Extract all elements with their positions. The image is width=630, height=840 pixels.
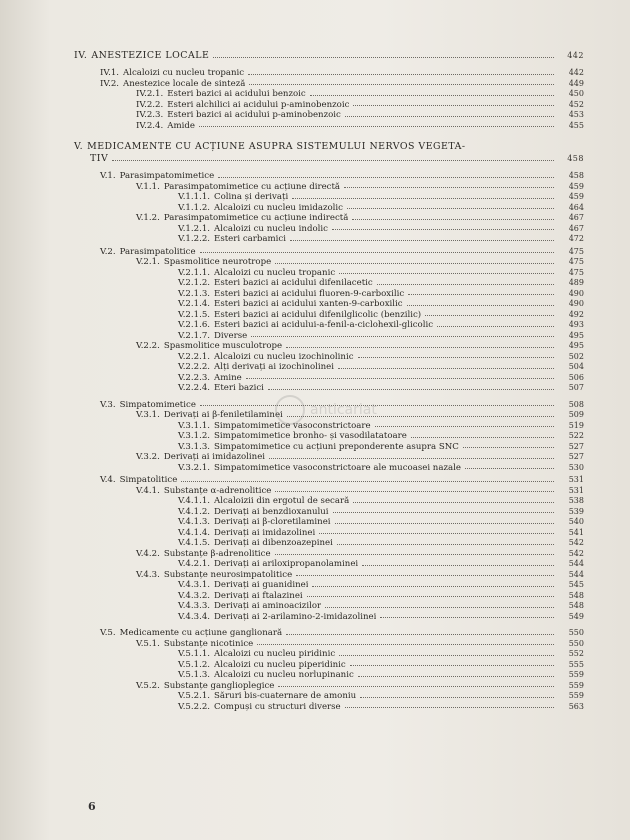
toc-entry-title: Esteri bazici ai acidului xanten-9-carboxilic: [214, 299, 403, 309]
toc-entry-number: IV.2.4.: [136, 120, 164, 131]
toc-entry: [74, 289, 584, 300]
toc-entry-title: MEDICAMENTE CU ACȚIUNE ASUPRA SISTEMULUI NERVOS VEGETA-: [87, 141, 466, 152]
dot-leader: [411, 436, 554, 438]
dot-leader: [345, 115, 554, 117]
toc-entry-page: 530: [568, 462, 584, 472]
toc-entry: [74, 601, 584, 612]
toc-entry-number: IV.2.: [100, 78, 120, 89]
toc-entry-number: V.5.1.2.: [178, 659, 211, 670]
toc-entry: [74, 549, 584, 560]
toc-entry-number: V.4.3.4.: [178, 611, 211, 622]
toc-entry-number: V.4.3.3.: [178, 601, 211, 611]
toc-entry-page: 459: [568, 192, 584, 201]
toc-entry-number: V.5.2.1.: [178, 691, 211, 701]
toc-entry-title: Alcaloizi cu nucleu tropanic: [214, 267, 336, 278]
toc-entry-number: V.: [74, 141, 84, 152]
toc-entry-title: Esteri alchilici ai acidului p-aminobenzoic: [167, 99, 350, 110]
toc-entry-title: Săruri bis-cuaternare de amoniu: [214, 691, 357, 701]
toc-entry-page: 492: [568, 309, 584, 319]
toc-entry-page: 555: [568, 659, 584, 669]
toc-entry: [74, 660, 584, 671]
toc-entry-page: 540: [568, 517, 584, 526]
toc-entry-number: V.2.1.4.: [178, 299, 211, 309]
toc-entry-page: 442: [567, 51, 584, 60]
dot-leader: [275, 490, 554, 492]
toc-entry-title: Simpatomimetice vasoconstrictoare: [214, 420, 371, 431]
toc-entry-title: Eteri bazici: [214, 383, 264, 393]
toc-entry-title: Derivați ai β-cloretilaminei: [214, 517, 331, 527]
dot-leader: [249, 83, 554, 85]
toc-entry-title: Diverse: [214, 330, 248, 341]
toc-entry-number: V.1.2.2.: [178, 234, 211, 244]
toc-entry-page: 490: [568, 299, 584, 308]
toc-entry-title: Esteri bazici ai acidului fluoren-9-carboxilic: [214, 288, 405, 299]
toc-entry-title: Substanțe α-adrenolitice: [163, 485, 272, 496]
toc-entry-page: 522: [568, 431, 584, 440]
dot-leader: [286, 346, 554, 348]
toc-entry-title: Simpatomimetice: [119, 399, 196, 410]
toc-entry-page: 472: [568, 234, 584, 243]
toc-entry-number: V.4.1.2.: [178, 506, 211, 517]
toc-entry-number: V.3.1.3.: [178, 441, 211, 452]
toc-entry-number: V.3.: [100, 399, 116, 410]
toc-entry-number: V.1.: [100, 171, 116, 181]
toc-entry: [74, 257, 584, 268]
dot-leader: [333, 511, 554, 513]
toc-entry: [74, 213, 584, 224]
toc-entry-page: 548: [568, 601, 584, 610]
toc-entry: [74, 442, 584, 453]
toc-entry-page: 542: [568, 538, 584, 547]
toc-entry-page: 559: [568, 680, 584, 690]
toc-entry: [74, 352, 584, 363]
toc-entry-title: Derivați ai β-feniletilaminei: [163, 410, 283, 420]
toc-entry: [74, 182, 584, 193]
toc-entry-page: 548: [568, 590, 584, 600]
toc-entry-page: 458: [568, 171, 584, 180]
toc-entry-number: V.2.1.6.: [178, 320, 211, 330]
toc-entry: [74, 691, 584, 702]
dot-leader: [290, 239, 554, 241]
dot-leader: [310, 94, 554, 96]
toc-entry-page: 550: [568, 638, 584, 648]
toc-entry-number: V.4.1.: [136, 485, 160, 496]
dot-leader: [312, 585, 554, 587]
dot-leader: [344, 186, 554, 188]
toc-entry-page: 545: [568, 580, 584, 589]
dot-leader: [465, 467, 554, 469]
toc-entry-number: V.3.1.: [136, 410, 160, 420]
dot-leader: [275, 553, 554, 555]
toc-entry-title: Alcaloizi cu nucleu tropanic: [123, 68, 245, 78]
toc-entry: [74, 528, 584, 539]
toc-entry: [74, 591, 584, 602]
dot-leader: [347, 207, 554, 209]
dot-leader: [358, 675, 554, 677]
toc-entry-number: V.1.1.: [136, 181, 160, 192]
toc-entry-page: 531: [568, 485, 584, 495]
toc-entry-number: V.2.2.3.: [178, 372, 211, 383]
toc-entry-title: Derivați ai guanidinei: [214, 580, 309, 590]
toc-entry: [74, 486, 584, 497]
toc-entry-title: TIV: [90, 153, 109, 164]
toc-entry: [74, 320, 584, 331]
toc-entry-number: V.5.1.3.: [178, 670, 211, 680]
toc-entry: [74, 670, 584, 681]
dot-leader: [112, 159, 554, 161]
toc-entry-number: V.5.1.1.: [178, 649, 211, 659]
dot-leader: [319, 532, 554, 534]
toc-entry-number: V.5.1.: [136, 638, 160, 649]
dot-leader: [181, 480, 554, 482]
toc-entry-title: Colina și derivați: [214, 192, 289, 202]
toc-entry-page: 475: [568, 267, 584, 277]
toc-entry-page: 559: [568, 691, 584, 700]
toc-entry-title: Alcaloizi cu nucleu indolic: [214, 223, 328, 234]
toc-entry-page: 552: [568, 649, 584, 658]
toc-entry-page: 538: [568, 496, 584, 505]
toc-entry-title: Esteri bazici ai acidului benzoic: [167, 89, 306, 99]
toc-entry: [74, 649, 584, 660]
toc-entry-page: 449: [568, 78, 584, 88]
toc-entry: [74, 612, 584, 623]
toc-entry-page: 507: [568, 383, 584, 392]
toc-entry-page: 544: [568, 559, 584, 568]
toc-entry-number: V.4.3.1.: [178, 580, 211, 590]
toc-entry: [74, 310, 584, 321]
toc-entry: [74, 341, 584, 352]
dot-leader: [338, 367, 554, 369]
toc-entry-page: 467: [568, 213, 584, 222]
toc-entry-number: V.2.1.7.: [178, 330, 211, 341]
toc-entry: [74, 89, 584, 100]
toc-entry: [74, 153, 584, 165]
toc-entry-title: Esteri bazici ai acidului difenilglicolic (benzilic): [214, 309, 422, 320]
toc-entry-title: Parasimpatomimetice: [119, 171, 215, 181]
toc-entry: [74, 507, 584, 518]
toc-entry-title: Anestezice locale de sinteză: [123, 78, 246, 89]
toc-entry-title: Esteri carbamici: [214, 234, 286, 244]
toc-entry-title: Spasmolitice neurotrope: [163, 257, 272, 267]
toc-entry: [74, 171, 584, 182]
toc-entry-title: Substanțe β-adrenolitice: [163, 548, 271, 559]
toc-entry-number: V.4.1.4.: [178, 527, 211, 538]
toc-entry-number: V.1.1.1.: [178, 192, 211, 202]
toc-entry-number: V.4.1.1.: [178, 496, 211, 506]
toc-entry-title: Simpatolitice: [119, 475, 178, 485]
dot-leader: [425, 314, 554, 316]
page-number: 6: [88, 800, 96, 813]
toc-entry: [74, 247, 584, 258]
toc-entry-title: Derivați ai dibenzoazepinei: [214, 538, 333, 548]
dot-leader: [408, 293, 554, 295]
toc-entry-title: Derivați ai imidazolinei: [214, 527, 316, 538]
toc-entry: [74, 141, 584, 153]
dot-leader: [248, 73, 554, 75]
toc-entry-number: V.1.2.: [136, 213, 160, 223]
toc-entry: [74, 496, 584, 507]
dot-leader: [437, 325, 554, 327]
dot-leader: [218, 176, 554, 178]
dot-leader: [407, 304, 554, 306]
toc-entry-page: 527: [568, 441, 584, 451]
toc-entry: [74, 570, 584, 581]
toc-entry: [74, 362, 584, 373]
toc-entry-page: 495: [568, 341, 584, 350]
toc-entry-title: Alcaloizi cu nucleu piridinic: [214, 649, 336, 659]
toc-entry: [74, 475, 584, 486]
dot-leader: [337, 543, 554, 545]
toc-entry-title: Amide: [167, 120, 195, 131]
dot-leader: [278, 685, 554, 687]
toc-entry-title: Derivați ai 2-arilamino-2-imidazolinei: [214, 611, 377, 622]
toc-entry: [74, 224, 584, 235]
toc-entry-page: 453: [568, 110, 584, 119]
toc-entry-number: V.4.2.1.: [178, 559, 211, 569]
toc-entry-page: 539: [568, 506, 584, 516]
dot-leader: [353, 104, 554, 106]
toc-entry-title: Alți derivați ai izochinolinei: [214, 362, 335, 372]
toc-entry-title: Derivați ai benzdioxanului: [214, 506, 329, 517]
dot-leader: [292, 197, 554, 199]
toc-entry-page: 475: [568, 257, 584, 266]
dot-leader: [375, 425, 554, 427]
toc-entry: [74, 203, 584, 214]
toc-entry-title: Esteri bazici ai acidului-a-fenil-a-ciclohexil-glicolic: [214, 320, 434, 330]
toc-entry: [74, 110, 584, 121]
toc-entry-page: 455: [568, 120, 584, 130]
toc-entry: [74, 299, 584, 310]
dot-leader: [362, 564, 554, 566]
toc-entry-page: 458: [567, 154, 584, 163]
toc-entry-title: Simpatomimetice vasoconstrictoare ale mucoasei nazale: [214, 462, 461, 473]
dot-leader: [463, 446, 554, 448]
toc-entry-number: V.4.1.5.: [178, 538, 211, 548]
dot-leader: [307, 595, 554, 597]
toc-entry-title: Esteri bazici ai acidului difenilacetic: [214, 278, 373, 288]
toc-entry-page: 464: [568, 202, 584, 212]
toc-entry-page: 519: [568, 420, 584, 430]
toc-entry: [74, 50, 584, 62]
toc-entry-page: 475: [568, 246, 584, 256]
toc-entry-title: Amine: [214, 372, 242, 383]
toc-entry-number: V.2.2.4.: [178, 383, 211, 393]
toc-entry-title: Simpatomimetice cu acțiuni preponderente asupra SNC: [214, 441, 459, 452]
toc-entry-page: 563: [568, 701, 584, 711]
dot-leader: [335, 522, 554, 524]
toc-entry: [74, 580, 584, 591]
toc-entry-number: IV.2.1.: [136, 89, 164, 99]
toc-entry-number: V.2.2.1.: [178, 351, 211, 362]
toc-entry-title: Derivați ai imidazolinei: [163, 452, 266, 462]
toc-entry-title: Simpatomimetice bronho- și vasodilatatoare: [214, 431, 407, 441]
toc-entry-page: 544: [568, 569, 584, 579]
toc-entry-title: Alcaloizi cu nucleu piperidinic: [214, 659, 346, 670]
toc-entry-title: Derivați ai ariloxipropanolaminei: [214, 559, 359, 569]
toc-entry: [74, 68, 584, 79]
toc-entry: [74, 268, 584, 279]
toc-entry-page: 550: [568, 628, 584, 637]
svg-text:anticariat: anticariat: [310, 402, 377, 418]
toc-entry-number: V.1.1.2.: [178, 202, 211, 213]
toc-entry-title: Substanțe ganglioplegice: [163, 680, 275, 691]
toc-entry-number: V.2.1.: [136, 257, 160, 267]
dot-leader: [339, 272, 554, 274]
dot-leader: [213, 56, 554, 58]
toc-entry: [74, 463, 584, 474]
toc-entry-title: Alcaloizi cu nucleu izochinolinic: [214, 351, 354, 362]
toc-entry-title: Alcaloizi cu nucleu imidazolic: [214, 202, 343, 213]
toc-entry: [74, 538, 584, 549]
dot-leader: [257, 643, 554, 645]
toc-entry-number: IV.2.3.: [136, 110, 164, 120]
toc-entry-title: Derivați ai aminoacizilor: [214, 601, 322, 611]
toc-entry-number: V.5.2.2.: [178, 701, 211, 712]
toc-entry-page: 541: [568, 527, 584, 537]
toc-entry-number: V.5.2.: [136, 680, 160, 691]
toc-entry: [74, 100, 584, 111]
toc-entry: [74, 639, 584, 650]
dot-leader: [251, 335, 554, 337]
toc-entry-number: IV.: [74, 50, 88, 61]
toc-entry: [74, 192, 584, 203]
toc-entry: [74, 121, 584, 132]
toc-entry-number: V.3.2.: [136, 452, 160, 462]
dot-leader: [358, 356, 554, 358]
toc-entry-number: V.2.: [100, 246, 116, 257]
toc-entry: [74, 517, 584, 528]
dot-leader: [200, 251, 554, 253]
dot-leader: [332, 228, 554, 230]
toc-entry-page: 504: [568, 362, 584, 371]
dot-leader: [345, 706, 554, 708]
dot-leader: [350, 664, 554, 666]
toc-entry-title: Medicamente cu acțiune ganglionară: [119, 628, 283, 638]
toc-entry: [74, 452, 584, 463]
toc-entry: [74, 79, 584, 90]
toc-entry-page: 493: [568, 320, 584, 329]
toc-entry-number: V.3.1.2.: [178, 431, 211, 441]
toc-entry-number: V.5.: [100, 628, 116, 638]
toc-entry-page: 450: [568, 89, 584, 98]
toc-entry: [74, 559, 584, 570]
toc-entry-number: V.4.: [100, 475, 116, 485]
dot-leader: [286, 633, 554, 635]
toc-entry-page: 542: [568, 548, 584, 558]
toc-entry-number: V.2.1.3.: [178, 288, 211, 299]
dot-leader: [377, 283, 554, 285]
dot-leader: [352, 218, 554, 220]
dot-leader: [380, 616, 554, 618]
toc-entry-page: 559: [568, 670, 584, 679]
toc-entry-number: V.3.2.1.: [178, 462, 211, 473]
toc-entry-title: Alcaloizi cu nucleu norlupinanic: [214, 670, 354, 680]
toc-entry-title: Parasimpatomimetice cu acțiune directă: [163, 181, 341, 192]
toc-entry-number: IV.1.: [100, 68, 120, 78]
toc-entry-page: 527: [568, 452, 584, 461]
toc-entry-title: ANESTEZICE LOCALE: [91, 50, 210, 61]
dot-leader: [296, 574, 554, 576]
dot-leader: [275, 262, 554, 264]
toc-entry-page: 509: [568, 410, 584, 419]
toc-entry-number: V.4.1.3.: [178, 517, 211, 527]
toc-entry-number: V.2.1.1.: [178, 267, 211, 278]
toc-entry-number: V.2.2.2.: [178, 362, 211, 372]
toc-entry-page: 531: [568, 475, 584, 484]
toc-entry-title: Compuși cu structuri diverse: [214, 701, 341, 712]
toc-entry: [74, 628, 584, 639]
toc-entry-number: V.4.3.: [136, 569, 160, 580]
toc-entry-page: 506: [568, 372, 584, 382]
dot-leader: [269, 457, 554, 459]
toc-entry-page: 489: [568, 278, 584, 287]
toc-entry-number: V.2.1.2.: [178, 278, 211, 288]
toc-entry-page: 467: [568, 223, 584, 233]
toc-entry-title: Alcaloizii din ergotul de secară: [214, 496, 350, 506]
toc-entry-title: Substanțe nicotinice: [163, 638, 254, 649]
dot-leader: [246, 377, 554, 379]
toc-entry-title: Parasimpatomimetice cu acțiune indirectă: [163, 213, 349, 223]
toc-entry-title: Spasmolitice musculotrope: [163, 341, 283, 351]
toc-entry-page: 452: [568, 99, 584, 109]
toc-entry-number: V.4.2.: [136, 548, 160, 559]
watermark-logo: [270, 380, 390, 440]
toc-entry-title: Esteri bazici ai acidului p-aminobenzoic: [167, 110, 341, 120]
toc-entry-number: V.2.1.5.: [178, 309, 211, 320]
toc-entry-page: 502: [568, 351, 584, 361]
toc-entry-page: 508: [568, 399, 584, 409]
dot-leader: [325, 606, 554, 608]
dot-leader: [339, 654, 554, 656]
toc-entry-number: IV.2.2.: [136, 99, 164, 110]
toc-entry-number: V.2.2.: [136, 341, 160, 351]
dot-leader: [199, 125, 554, 127]
toc-entry-title: Parasimpatolitice: [119, 246, 196, 257]
toc-entry-page: 442: [568, 68, 584, 77]
toc-entry-page: 549: [568, 611, 584, 621]
toc-entry: [74, 702, 584, 713]
toc-entry-number: V.1.2.1.: [178, 223, 211, 234]
toc-entry: [74, 331, 584, 342]
toc-entry-title: Derivați ai ftalazinei: [214, 590, 303, 601]
toc-entry-title: Substanțe neurosimpatolitice: [163, 569, 293, 580]
toc-entry-number: V.3.1.1.: [178, 420, 211, 431]
toc-entry-page: 490: [568, 288, 584, 298]
toc-entry-page: 495: [568, 330, 584, 340]
toc-entry: [74, 234, 584, 245]
toc-entry: [74, 278, 584, 289]
toc-entry-number: V.4.3.2.: [178, 590, 211, 601]
dot-leader: [360, 696, 554, 698]
dot-leader: [353, 501, 554, 503]
toc-entry-page: 459: [568, 181, 584, 191]
toc-entry: [74, 681, 584, 692]
